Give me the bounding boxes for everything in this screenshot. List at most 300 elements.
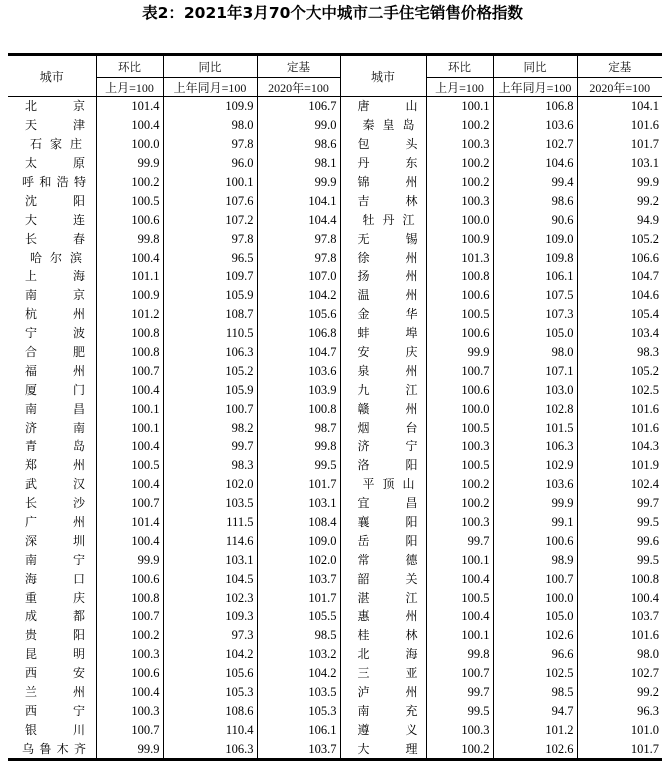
city-label: 三 亚 [357,666,418,681]
fixed-value-right: 104.7 [577,267,662,286]
mom-value-left: 100.4 [96,380,163,399]
yoy-value-left: 109.7 [163,267,257,286]
city-name-left [8,683,96,702]
mom-value-right: 100.3 [426,513,493,532]
yoy-value-right: 101.2 [493,720,577,739]
mom-value-right: 100.0 [426,399,493,418]
city-name-right [340,305,426,324]
city-name-left [8,361,96,380]
city-label: 长 春 [25,231,85,246]
fixed-value-right: 104.6 [577,286,662,305]
fixed-value-right: 98.0 [577,645,662,664]
mom-value-right: 100.9 [426,229,493,248]
yoy-value-right: 106.8 [493,97,577,116]
city-name-left [8,645,96,664]
yoy-value-right: 100.0 [493,588,577,607]
city-name-left [8,739,96,759]
city-label: 大 理 [357,741,418,756]
yoy-value-left: 97.8 [163,135,257,154]
mom-value-left: 100.2 [96,626,163,645]
city-name-left [8,626,96,645]
table-row [8,399,662,418]
table-row [8,210,662,229]
mom-value-right: 100.2 [426,116,493,135]
city-name-right [340,191,426,210]
city-name-right [340,343,426,362]
city-label: 宜 昌 [357,496,418,511]
yoy-value-left: 98.0 [163,116,257,135]
mom-value-left: 99.9 [96,739,163,759]
mom-value-left: 100.7 [96,361,163,380]
table-row [8,437,662,456]
city-name-left [8,513,96,532]
table-row [8,645,662,664]
mom-value-right: 99.5 [426,702,493,721]
city-name-left [8,286,96,305]
city-name-left [8,267,96,286]
header-city-left: 城市 [8,55,96,97]
mom-value-left: 99.8 [96,229,163,248]
city-name-right [340,399,426,418]
city-label: 烟 台 [357,420,418,435]
mom-value-right: 99.9 [426,343,493,362]
fixed-value-right: 105.2 [577,229,662,248]
fixed-value-right: 104.1 [577,97,662,116]
city-label: 韶 关 [357,571,418,586]
yoy-value-left: 106.3 [163,343,257,362]
yoy-value-left: 107.2 [163,210,257,229]
fixed-value-right: 99.6 [577,531,662,550]
city-label: 金 华 [357,307,418,322]
city-name-right [340,135,426,154]
fixed-value-left: 105.3 [257,702,340,721]
city-name-left [8,399,96,418]
header-fixed-base-left: 2020年=100 [257,78,340,97]
mom-value-left: 100.7 [96,720,163,739]
mom-value-right: 100.1 [426,626,493,645]
fixed-value-right: 105.2 [577,361,662,380]
mom-value-left: 100.1 [96,418,163,437]
fixed-value-left: 103.5 [257,683,340,702]
city-label: 昆 明 [25,647,85,662]
fixed-value-right: 101.7 [577,739,662,759]
city-name-right [340,569,426,588]
city-name-left [8,437,96,456]
city-name-right [340,456,426,475]
mom-value-right: 100.7 [426,361,493,380]
yoy-value-right: 106.3 [493,437,577,456]
mom-value-left: 100.8 [96,324,163,343]
city-label: 济 南 [25,420,85,435]
yoy-value-right: 102.6 [493,739,577,759]
mom-value-right: 100.5 [426,418,493,437]
fixed-value-left: 102.0 [257,550,340,569]
fixed-value-left: 101.7 [257,588,340,607]
city-name-left [8,173,96,192]
yoy-value-right: 107.1 [493,361,577,380]
table-row [8,456,662,475]
mom-value-right: 100.2 [426,475,493,494]
fixed-value-right: 105.4 [577,305,662,324]
yoy-value-left: 105.2 [163,361,257,380]
table-body [8,97,662,760]
mom-value-right: 100.4 [426,607,493,626]
city-name-right [340,588,426,607]
yoy-value-right: 98.0 [493,343,577,362]
city-label: 厦 门 [25,382,85,397]
city-name-left [8,305,96,324]
city-label: 乌鲁木齐 [22,741,86,756]
fixed-value-right: 99.2 [577,191,662,210]
fixed-value-right: 103.1 [577,154,662,173]
city-label: 湛 江 [357,590,418,605]
mom-value-right: 100.4 [426,569,493,588]
city-name-right [340,494,426,513]
city-label: 南 昌 [25,401,85,416]
city-label: 大 连 [25,212,85,227]
city-label: 重 庆 [25,590,85,605]
city-name-right [340,664,426,683]
mom-value-right: 100.0 [426,210,493,229]
mom-value-right: 100.6 [426,286,493,305]
table-row [8,380,662,399]
table-row [8,248,662,267]
city-label: 沈 阳 [25,193,85,208]
city-name-left [8,418,96,437]
fixed-value-left: 99.8 [257,437,340,456]
fixed-value-left: 106.8 [257,324,340,343]
mom-value-left: 100.0 [96,135,163,154]
fixed-value-right: 100.8 [577,569,662,588]
yoy-value-left: 109.9 [163,97,257,116]
fixed-value-right: 99.7 [577,494,662,513]
fixed-value-left: 104.7 [257,343,340,362]
city-label: 锦 州 [357,175,418,189]
mom-value-left: 101.1 [96,267,163,286]
city-label: 武 汉 [25,477,85,492]
mom-value-left: 100.8 [96,588,163,607]
city-label: 济 宁 [357,439,418,454]
fixed-value-left: 103.2 [257,645,340,664]
city-label: 西 安 [25,666,85,681]
mom-value-right: 100.2 [426,739,493,759]
table-row [8,475,662,494]
city-name-right [340,626,426,645]
fixed-value-left: 104.1 [257,191,340,210]
yoy-value-right: 98.6 [493,191,577,210]
mom-value-left: 99.9 [96,154,163,173]
city-name-left [8,229,96,248]
yoy-value-right: 102.8 [493,399,577,418]
table-row [8,229,662,248]
fixed-value-left: 103.7 [257,569,340,588]
fixed-value-left: 103.9 [257,380,340,399]
mom-value-right: 99.7 [426,683,493,702]
yoy-value-left: 108.7 [163,305,257,324]
header-mom-base-left: 上月=100 [96,78,163,97]
yoy-value-left: 106.3 [163,739,257,759]
table-row [8,116,662,135]
yoy-value-left: 97.8 [163,229,257,248]
city-label: 徐 州 [357,250,418,265]
city-name-right [340,437,426,456]
yoy-value-left: 107.6 [163,191,257,210]
header-yoy-left: 同比 [163,55,257,78]
table-row [8,513,662,532]
mom-value-left: 100.6 [96,210,163,229]
city-name-left [8,116,96,135]
fixed-value-right: 99.9 [577,173,662,192]
city-label: 桂 林 [357,628,418,643]
city-name-left [8,607,96,626]
city-name-left [8,664,96,683]
table-row [8,97,662,116]
header-yoy-right: 同比 [493,55,577,78]
city-name-left [8,343,96,362]
mom-value-right: 100.1 [426,97,493,116]
mom-value-left: 99.9 [96,550,163,569]
fixed-value-left: 99.9 [257,173,340,192]
city-name-right [340,116,426,135]
yoy-value-right: 102.6 [493,626,577,645]
fixed-value-right: 101.9 [577,456,662,475]
city-name-right [340,531,426,550]
city-name-right [340,286,426,305]
header-mom-right: 环比 [426,55,493,78]
mom-value-right: 101.3 [426,248,493,267]
city-name-right [340,475,426,494]
fixed-value-right: 96.3 [577,702,662,721]
yoy-value-left: 103.5 [163,494,257,513]
city-name-right [340,550,426,569]
city-label: 哈 尔 滨 [30,250,82,265]
mom-value-right: 100.2 [426,494,493,513]
header-fixed-base-right: 2020年=100 [577,78,662,97]
yoy-value-left: 100.1 [163,173,257,192]
fixed-value-left: 106.7 [257,97,340,116]
table-row [8,418,662,437]
city-label: 丹 东 [357,156,418,171]
city-label: 北 海 [357,647,418,662]
fixed-value-left: 100.8 [257,399,340,418]
city-label: 九 江 [357,382,418,397]
yoy-value-left: 96.5 [163,248,257,267]
city-name-right [340,645,426,664]
city-label: 上 海 [25,269,85,284]
mom-value-right: 100.1 [426,550,493,569]
city-name-left [8,588,96,607]
city-name-right [340,97,426,116]
mom-value-right: 100.2 [426,154,493,173]
table-row [8,626,662,645]
city-name-left [8,720,96,739]
header-mom-left: 环比 [96,55,163,78]
mom-value-left: 100.4 [96,683,163,702]
yoy-value-right: 103.6 [493,116,577,135]
mom-value-right: 100.5 [426,456,493,475]
city-name-left [8,531,96,550]
fixed-value-right: 101.6 [577,116,662,135]
fixed-value-left: 108.4 [257,513,340,532]
city-name-right [340,324,426,343]
city-label: 安 庆 [357,345,418,360]
yoy-value-right: 96.6 [493,645,577,664]
city-label: 牡 丹 江 [362,212,415,227]
city-name-right [340,229,426,248]
city-label: 南 京 [25,288,85,303]
city-name-left [8,456,96,475]
city-label: 洛 阳 [357,458,418,473]
mom-value-left: 100.7 [96,607,163,626]
yoy-value-right: 98.5 [493,683,577,702]
mom-value-right: 99.7 [426,531,493,550]
city-name-left [8,475,96,494]
city-name-left [8,550,96,569]
mom-value-left: 100.4 [96,248,163,267]
fixed-value-left: 98.1 [257,154,340,173]
city-label: 平 顶 山 [362,477,415,492]
mom-value-right: 100.3 [426,720,493,739]
city-name-left [8,210,96,229]
yoy-value-right: 106.1 [493,267,577,286]
city-label: 秦 皇 岛 [362,118,415,133]
city-name-left [8,569,96,588]
mom-value-left: 100.5 [96,191,163,210]
yoy-value-right: 102.5 [493,664,577,683]
fixed-value-left: 99.5 [257,456,340,475]
fixed-value-left: 101.7 [257,475,340,494]
yoy-value-left: 114.6 [163,531,257,550]
yoy-value-right: 107.3 [493,305,577,324]
mom-value-left: 100.6 [96,664,163,683]
city-label: 石 家 庄 [30,137,82,152]
yoy-value-left: 98.2 [163,418,257,437]
fixed-value-right: 102.4 [577,475,662,494]
fixed-value-right: 101.7 [577,135,662,154]
city-name-left [8,324,96,343]
fixed-value-left: 97.8 [257,248,340,267]
yoy-value-left: 100.7 [163,399,257,418]
city-label: 海 口 [25,571,85,586]
fixed-value-left: 107.0 [257,267,340,286]
city-name-right [340,720,426,739]
table-row [8,607,662,626]
table-row [8,531,662,550]
yoy-value-right: 104.6 [493,154,577,173]
mom-value-left: 100.4 [96,475,163,494]
fixed-value-right: 106.6 [577,248,662,267]
yoy-value-right: 109.8 [493,248,577,267]
table-row [8,305,662,324]
table-row [8,702,662,721]
city-name-right [340,267,426,286]
fixed-value-right: 101.6 [577,418,662,437]
mom-value-left: 101.2 [96,305,163,324]
city-label: 扬 州 [357,269,418,284]
city-name-right [340,361,426,380]
fixed-value-left: 106.1 [257,720,340,739]
city-name-right [340,513,426,532]
yoy-value-right: 99.1 [493,513,577,532]
city-name-left [8,380,96,399]
fixed-value-left: 98.6 [257,135,340,154]
city-label: 惠 州 [357,609,418,624]
fixed-value-right: 99.5 [577,513,662,532]
yoy-value-right: 103.0 [493,380,577,399]
city-name-right [340,683,426,702]
city-name-right [340,739,426,759]
yoy-value-right: 109.0 [493,229,577,248]
fixed-value-left: 103.1 [257,494,340,513]
yoy-value-left: 96.0 [163,154,257,173]
city-name-right [340,154,426,173]
mom-value-left: 100.9 [96,286,163,305]
city-name-left [8,494,96,513]
mom-value-right: 100.2 [426,173,493,192]
city-label: 长 沙 [25,496,85,511]
yoy-value-left: 99.7 [163,437,257,456]
city-label: 唐 山 [357,99,418,114]
header-yoy-base-left: 上年同月=100 [163,78,257,97]
table-row [8,720,662,739]
mom-value-right: 99.8 [426,645,493,664]
city-label: 南 宁 [25,552,85,567]
fixed-value-right: 94.9 [577,210,662,229]
city-label: 包 头 [357,137,418,152]
mom-value-right: 100.3 [426,191,493,210]
fixed-value-right: 102.7 [577,664,662,683]
mom-value-right: 100.5 [426,305,493,324]
header-yoy-base-right: 上年同月=100 [493,78,577,97]
fixed-value-right: 104.3 [577,437,662,456]
fixed-value-left: 98.5 [257,626,340,645]
yoy-value-right: 101.5 [493,418,577,437]
yoy-value-left: 105.9 [163,380,257,399]
city-label: 岳 阳 [357,533,418,548]
table-row [8,173,662,192]
city-label: 兰 州 [25,685,85,700]
fixed-value-right: 101.6 [577,626,662,645]
city-name-right [340,210,426,229]
fixed-value-right: 103.7 [577,607,662,626]
city-label: 无 锡 [357,231,418,246]
yoy-value-left: 110.5 [163,324,257,343]
yoy-value-left: 104.2 [163,645,257,664]
city-label: 合 肥 [25,345,85,360]
table-row [8,361,662,380]
yoy-value-left: 102.3 [163,588,257,607]
yoy-value-right: 102.9 [493,456,577,475]
yoy-value-left: 97.3 [163,626,257,645]
fixed-value-left: 105.6 [257,305,340,324]
city-label: 天 津 [25,118,85,133]
table-row [8,664,662,683]
yoy-value-right: 94.7 [493,702,577,721]
fixed-value-left: 104.2 [257,286,340,305]
header-fixed-right: 定基 [577,55,662,78]
header-fixed-left: 定基 [257,55,340,78]
header-city-right: 城市 [340,55,426,97]
mom-value-right: 100.6 [426,380,493,399]
city-label: 西 宁 [25,703,85,718]
table-row [8,683,662,702]
yoy-value-right: 105.0 [493,324,577,343]
yoy-value-right: 99.9 [493,494,577,513]
table-row [8,286,662,305]
city-label: 福 州 [25,363,85,378]
mom-value-left: 100.3 [96,645,163,664]
mom-value-left: 100.5 [96,456,163,475]
